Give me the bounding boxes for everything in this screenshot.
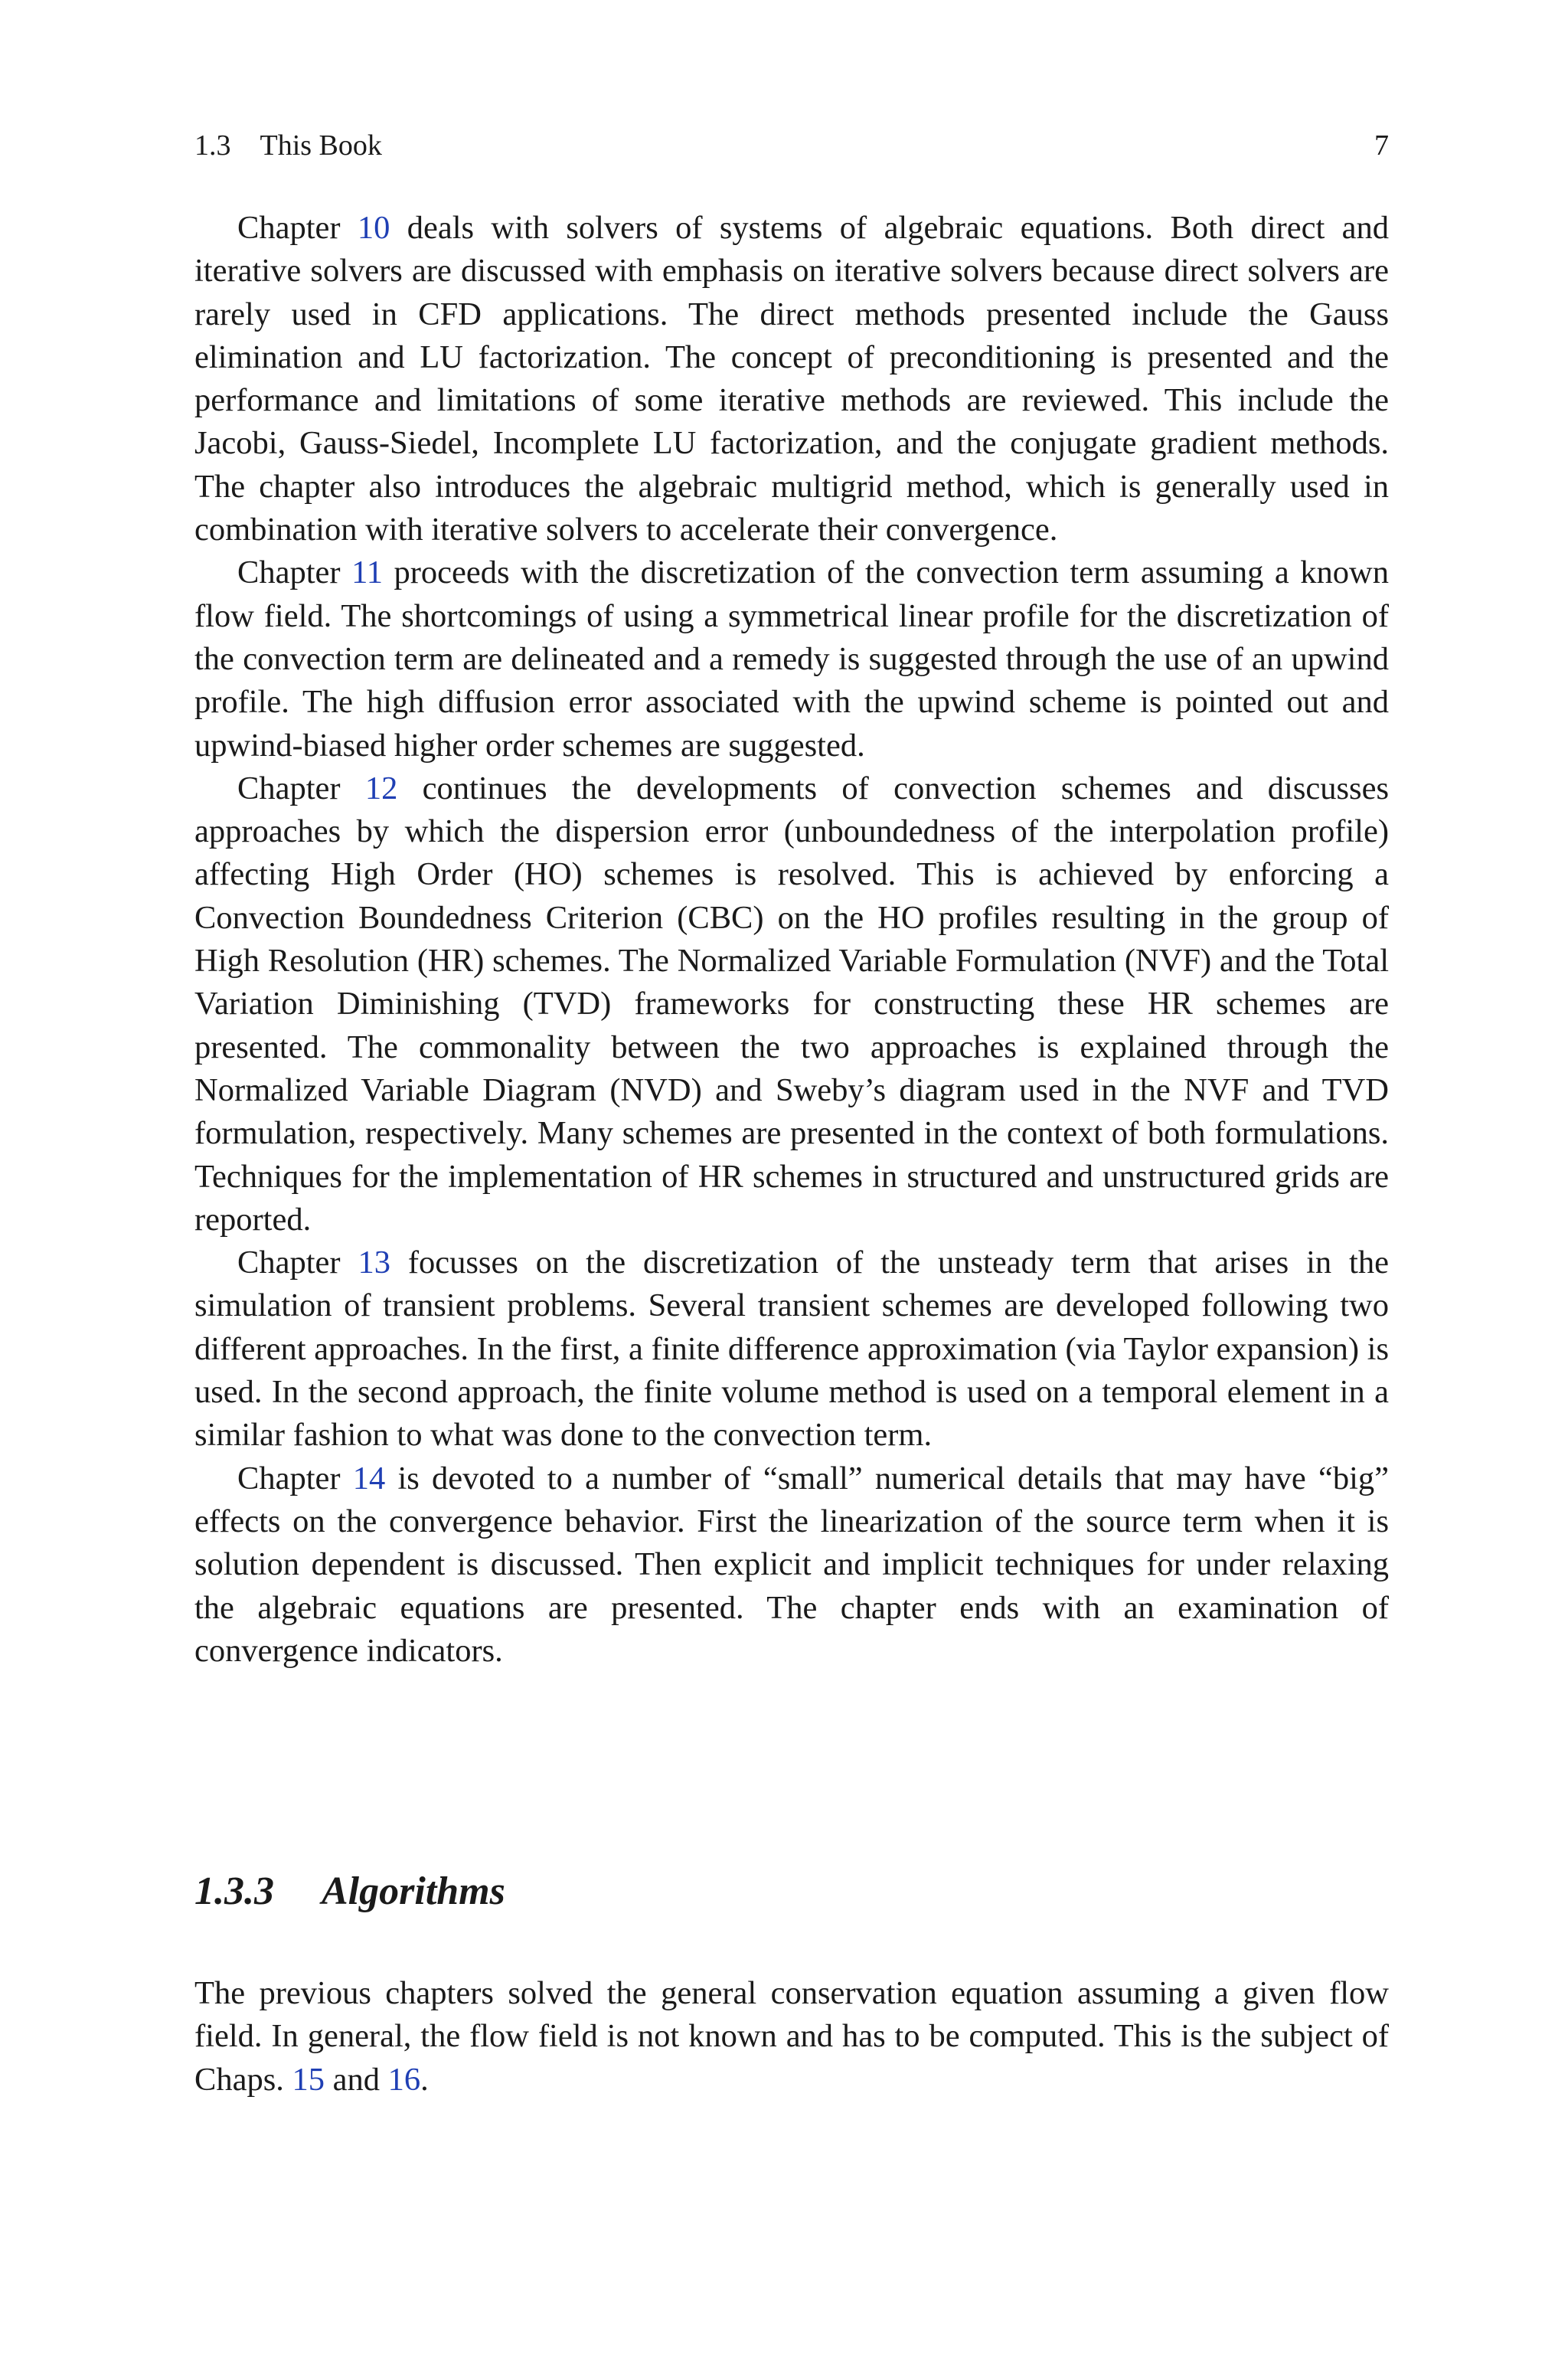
paragraph-text: deals with solvers of systems of algebraic equations. Both direct and iterative solvers are discussed with emphasis on iterative solvers because direct solvers are rarely used in CFD applications. The direct methods presented include the Gauss elimination and LU factorization. The concept of preconditioning is presented and the performance and limitations of some iterative methods are reviewed. This include the Jacobi, Gauss-Siedel, Incomplete LU factorization, and the conjugate gradient methods. The chapter also introduces the algebraic multigrid method, which is generally used in combination with iterative solvers to accelerate their convergence. <box>194 210 1389 548</box>
chapter-overview <box>194 207 1389 1673</box>
paragraph-text: proceeds with the discretization of the convection term assuming a known flow field. The shortcomings of using a symmetrical linear profile for the discretization of the convection term are delineated and a remedy is suggested through the use of an upwind profile. The high diffusion error associated with the upwind scheme is pointed out and upwind-biased higher order schemes are suggested. <box>194 554 1389 764</box>
paragraph-chapter-13 <box>194 1241 1389 1457</box>
paragraph-algorithms <box>194 1972 1389 2102</box>
paragraph-chapter-14 <box>194 1457 1389 1673</box>
paragraph-text: The previous chapters solved the general conservation equation assuming a given flow field. In general, the flow field is not known and has to be computed. This is the subject of Chaps. <box>194 1975 1389 2098</box>
paragraph-conjunction: and <box>325 2061 388 2098</box>
chapter-link-12[interactable]: 12 <box>364 770 398 806</box>
page-number: 7 <box>1374 129 1389 162</box>
paragraph-lead: Chapter <box>237 1245 358 1281</box>
paragraph-lead: Chapter <box>237 770 365 806</box>
paragraph-end: . <box>420 2061 429 2098</box>
paragraph-lead: Chapter <box>237 1460 353 1496</box>
chapter-link-11[interactable]: 11 <box>351 554 383 591</box>
chapter-link-15[interactable]: 15 <box>292 2061 325 2098</box>
chapter-link-14[interactable]: 14 <box>352 1460 386 1496</box>
paragraph-chapter-10 <box>194 207 1389 551</box>
section-heading <box>194 1865 505 1918</box>
paragraph-text: is devoted to a number of “small” numerical details that may have “big” effects on the convergence behavior. First the linearization of the source term when it is solution dependent is discussed. Then explicit and implicit techniques for under relaxing the algebraic equations are presented. The chapter ends with an examination of convergence indicators. <box>194 1460 1389 1669</box>
section-title: Algorithms <box>322 1869 505 1913</box>
paragraph-chapter-11 <box>194 551 1389 767</box>
paragraph-text: continues the developments of convection schemes and discusses approaches by which the dispersion error (unboundedness of the interpolation profile) affecting High Order (HO) schemes is resolved. This is achieved by enforcing a Convection Boundedness Criterion (CBC) on the HO profiles resulting in the group of High Resolution (HR) schemes. The Normalized Variable Formulation (NVF) and the Total Variation Diminishing (TVD) frameworks for constructing these HR schemes are presented. The commonality between the two approaches is explained through the Normalized Variable Diagram (NVD) and Sweby’s diagram used in the NVF and TVD formulation, respectively. Many schemes are presented in the context of both formulations. Techniques for the implementation of HR schemes in structured and unstructured grids are reported. <box>194 770 1389 1238</box>
running-head <box>194 127 1389 164</box>
paragraph-text: focusses on the discretization of the unsteady term that arises in the simulation of transient problems. Several transient schemes are developed following two different approaches. In the first, a finite difference approximation (via Taylor expansion) is used. In the second approach, the finite volume method is used on a temporal element in a similar fashion to what was done to the convection term. <box>194 1245 1389 1454</box>
section-number: 1.3.3 <box>194 1869 274 1913</box>
paragraph-chapter-12 <box>194 767 1389 1241</box>
running-head-title <box>194 127 382 164</box>
running-head-section: 1.3 <box>194 129 231 162</box>
paragraph-lead: Chapter <box>237 210 358 246</box>
algorithms-section-body <box>194 1972 1389 2102</box>
paragraph-lead: Chapter <box>237 554 352 591</box>
running-head-text: This Book <box>260 129 382 162</box>
chapter-link-13[interactable]: 13 <box>358 1245 390 1281</box>
chapter-link-16[interactable]: 16 <box>387 2061 421 2098</box>
chapter-link-10[interactable]: 10 <box>357 210 390 246</box>
